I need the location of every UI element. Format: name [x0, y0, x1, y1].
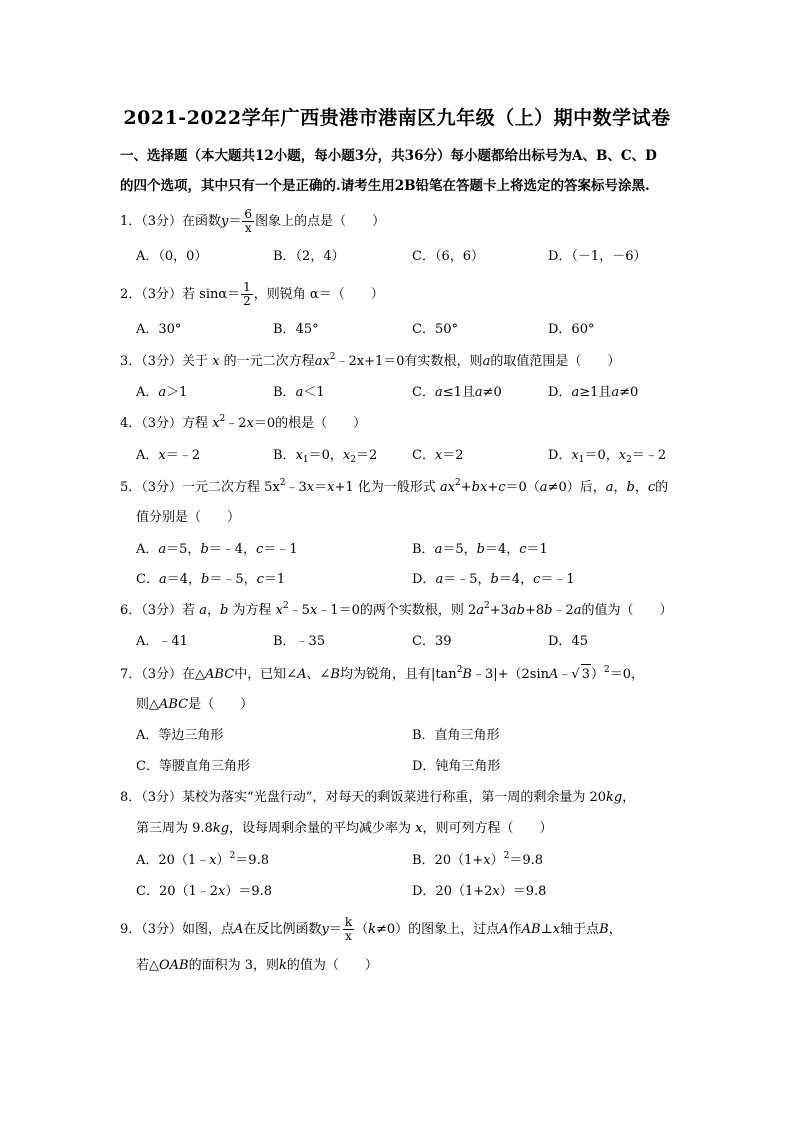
option-a[interactable]: A．30° — [136, 322, 182, 337]
option-d[interactable]: D．45 — [548, 634, 588, 649]
question-9-line2: 若△OAB的面积为 3，则k的值为（ ） — [136, 958, 378, 973]
option-d[interactable]: D．20（1+2x）＝9.8 — [412, 884, 547, 899]
option-b[interactable]: B．45° — [273, 322, 319, 337]
question-8: 8．（3分）某校为落实“光盘行动”，对每天的剩饭菜进行称重，第一周的剩余量为 20kg， — [120, 790, 636, 805]
option-d[interactable]: D．60° — [548, 322, 595, 337]
option-a[interactable]: A．﹣41 — [136, 634, 188, 649]
option-a[interactable]: A．x＝﹣2 — [136, 448, 201, 463]
question-4: 4．（3分）方程 $x^2﹣2x=0$的根是（ ） — [120, 414, 367, 431]
option-d[interactable]: D．a≥1且a≠0 — [548, 385, 639, 400]
option-a[interactable]: A．a＝5，b＝﹣4，c＝﹣1 — [136, 542, 298, 557]
option-b[interactable]: B．a＝5，b＝4，c＝1 — [412, 542, 548, 557]
question-7-line2: 则△ABC是（ ） — [136, 697, 254, 712]
option-c[interactable]: C．39 — [412, 634, 452, 649]
option-a[interactable]: A．a＞1 — [136, 385, 188, 400]
question-7: 7．（3分）在△ABC中，已知∠A、∠B均为锐角，且有$|\tan^2B﹣3|+(2\sin A﹣√$ 3）$^2$＝0， — [120, 664, 644, 685]
fraction: $\frac{1}{2}$ — [243, 280, 251, 308]
fraction: $\frac{k}{x}$ — [344, 915, 353, 943]
option-b[interactable]: B．直角三角形 — [412, 728, 500, 743]
option-d[interactable]: D．（－1，－6） — [548, 249, 647, 264]
option-b[interactable]: B．$x_1=0$，$x_2=2$ — [273, 448, 378, 465]
question-9: 9．（3分）如图，点A在反比例函数y＝ $\frac{k}{x}$ （k≠0）的图象上，过点A作AB⊥x轴于点B， — [120, 915, 622, 943]
question-3: 3．（3分）关于 x 的一元二次方程$ax^2﹣2x+1=0$有实数根，则a的取值范围是（ ） — [120, 352, 621, 369]
option-c[interactable]: C．50° — [412, 322, 458, 337]
section-heading-line1: 一、选择题（本大题共12小题，每小题3分，共36分）每小题都给出标号为A、B、C、D — [120, 148, 657, 164]
option-c[interactable]: C．a＝4，b＝﹣5，c＝1 — [136, 572, 286, 587]
question-6: 6．（3分）若 a，b 为方程 $x^2﹣5x﹣1=0$的两个实数根，则 $2a^2+3ab+8b﹣2a$的值为（ ） — [120, 601, 673, 618]
option-a[interactable]: A．20（1﹣x）$^2$＝9.8 — [136, 851, 269, 868]
option-b[interactable]: B．$20(1+x)^2=9.8$ — [412, 851, 544, 868]
option-c[interactable]: C．（6，6） — [412, 249, 484, 264]
option-d[interactable]: D．a＝﹣5，b＝4，c＝﹣1 — [412, 572, 575, 587]
fraction: $\frac{6}{x}$ — [244, 207, 253, 235]
question-8-line2: 第三周为 9.8kg，设每周剩余量的平均减少率为 x，则可列方程（ ） — [136, 821, 553, 836]
option-d[interactable]: D．钝角三角形 — [412, 759, 501, 774]
option-a[interactable]: A．等边三角形 — [136, 728, 224, 743]
section-heading-line2: 的四个选项，其中只有一个是正确的.请考生用2B铅笔在答题卡上将选定的答案标号涂黑. — [120, 178, 650, 194]
sqrt-sign: √ — [571, 667, 580, 682]
question-2: 2．（3分）若 sinα＝ $\frac{1}{2}$ ，则锐角 α＝（ ） — [120, 280, 384, 308]
option-b[interactable]: B．a＜1 — [273, 385, 325, 400]
question-5-line2: 值分别是（ ） — [136, 510, 241, 525]
option-c[interactable]: C．x＝2 — [412, 448, 464, 463]
option-b[interactable]: B．﹣35 — [273, 634, 326, 649]
question-5: 5．（3分）一元二次方程 $5x^2﹣3x=x+1$ 化为一般形式 $ax^2+bx+c=0(a\ne 0)$后，a，b，c的 — [120, 478, 669, 495]
section-heading — [120, 141, 680, 201]
page-title: 2021-2022学年广西贵港市港南区九年级（上）期中数学试卷 — [123, 107, 671, 129]
option-a[interactable]: A．（0，0） — [136, 249, 208, 264]
option-c[interactable]: C．a≤1且a≠0 — [412, 385, 502, 400]
option-d[interactable]: D．$x_1=0$，$x_2=﹣2$ — [548, 448, 667, 465]
option-b[interactable]: B．（2，4） — [273, 249, 345, 264]
option-c[interactable]: C．20（1﹣2x）＝9.8 — [136, 884, 273, 899]
option-c[interactable]: C．等腰直角三角形 — [136, 759, 250, 774]
question-1: 1．（3分）在函数y＝ $\frac{6}{x}$ 图象上的点是（ ） — [120, 207, 386, 235]
